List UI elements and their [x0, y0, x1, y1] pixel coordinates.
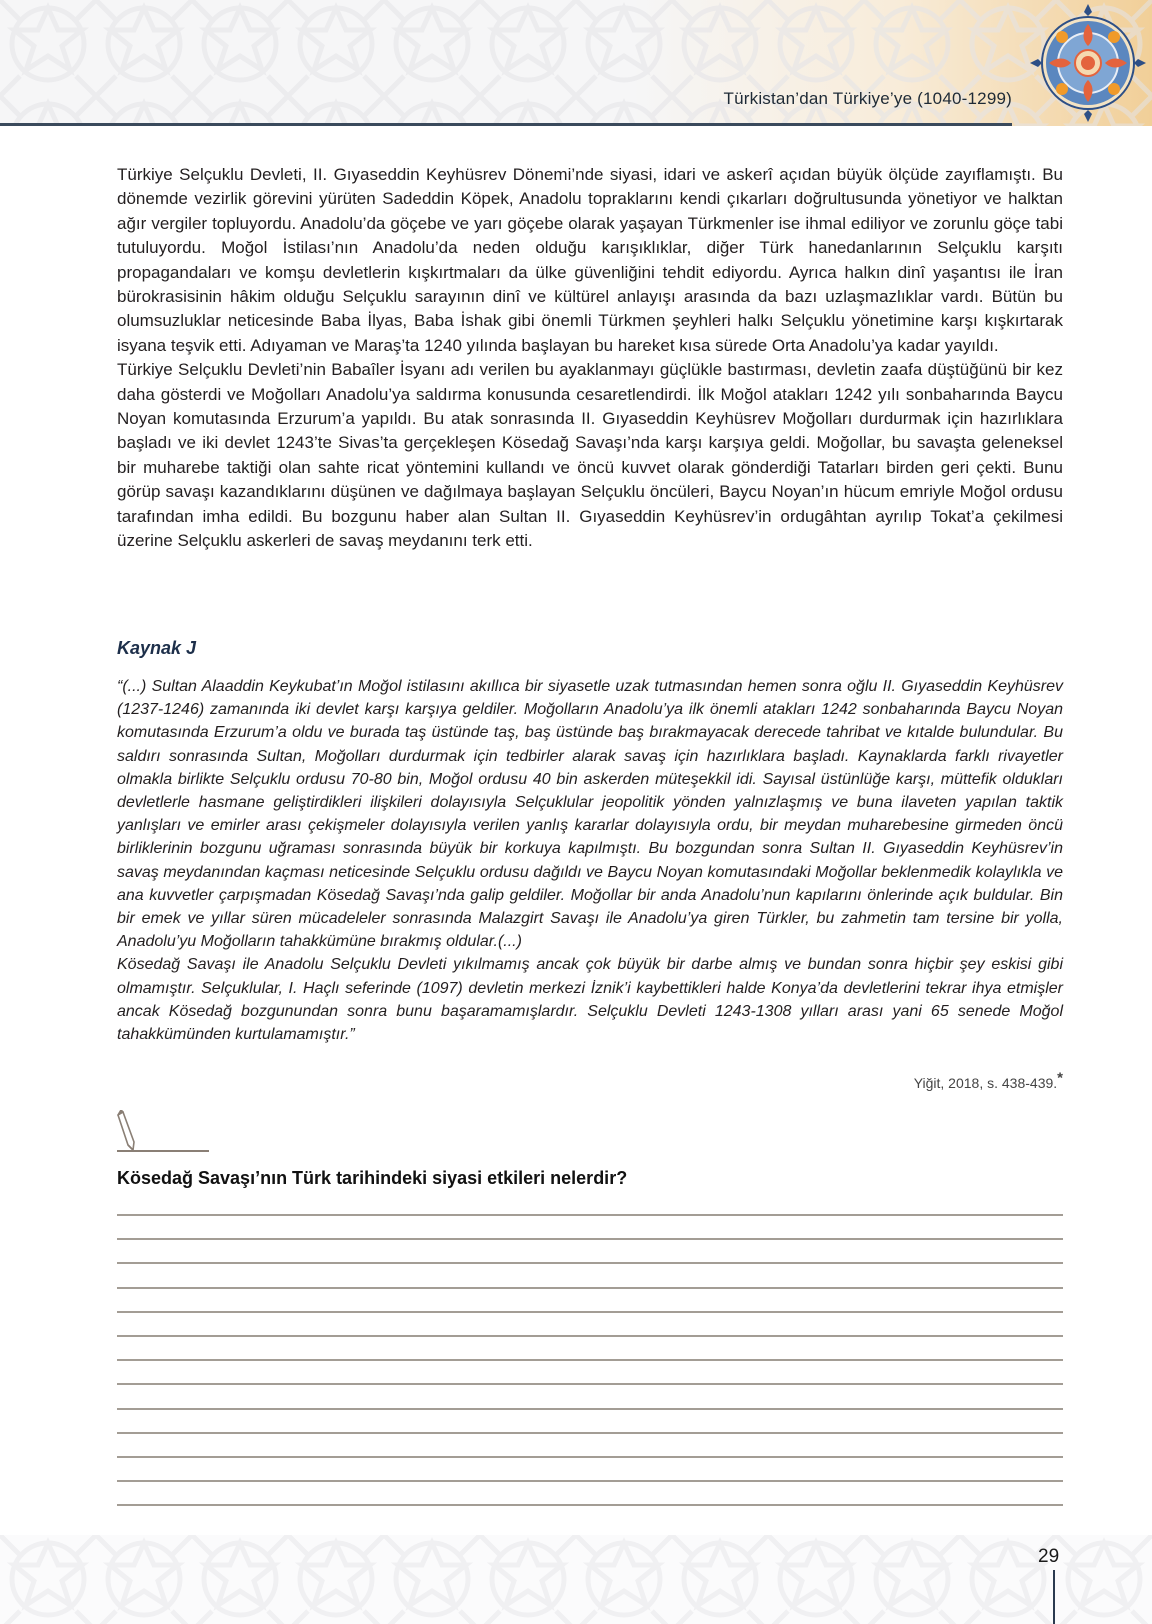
page-footer [0, 1535, 1152, 1624]
quote-paragraph: “(...) Sultan Alaaddin Keykubat’ın Moğol istilasını akıllıca bir siyasetle uzak tutmasından hemen sonra oğlu II. Gıyaseddin Keyhüsrev (1237-1246) zamanında iki devlet karşı karşıya geldiler. Moğolların Anadolu’ya ilk önemli atakları 1242 sonbaharında Baycu Noyan komutasında Erzurum’a oldu ve burada taş üstünde taş, baş üstünde baş bırakmayacak derecede tahribat ve kıtalde bulundular. Bu saldırı sonrasında Sultan, Moğolları durdurmak için tedbirler alarak savaş için hazırlıklara başladı. Kaynaklarda farklı rivayetler olmakla birlikte Selçuklu ordusu 70-80 bin, Moğol ordusu 40 bin askerden müteşekkil idi. Sayısal üstünlüğe karşı, müttefik oldukları devletlerle hasmane geliştirdikleri ilişkileri dolayısıyla Selçuklular jeopolitik yönden yalnızlaşmış ve buna ilaveten yapılan taktik yanlışları ve emirler arası çekişmeler dolayısıyla verilen yanlış kararlar dolayısıyla ordu, bir meydan muharebesine girmeden öncü birliklerinin bozgunu uğraması sonrasında büyük bir korkuya kapılmıştı. Bu bozgundan sonra Sultan II. Gıyaseddin Keyhüsrev’in savaş meydanından kaçması neticesinde Selçuklu ordusu dağıldı ve Baycu Noyan komutasındaki Moğollar beklenmedik kolaylıkla ve ana kuvvetler çarpışmadan Kösedağ Savaşı’nda galip geldiler. Moğollar bir anda Anadolu’nun kapılarını önlerinde açık buldular. Bin bir emek ve yıllar süren mücadeleler sonrasında Malazgirt Savaşı ile Anadolu’ya giren Türkler, bu zahmetin tam tersine bir yolla, Anadolu’yu Moğolların tahakkümüne bırakmış oldular.(...) [117, 678, 1063, 951]
page-number: 29 [1038, 1546, 1060, 1567]
source-title: Kaynak J [117, 638, 197, 658]
citation-mark: * [1057, 1069, 1063, 1087]
activity-question: Kösedağ Savaşı’nın Türk tarihindeki siyasi etkileri nelerdir? [117, 1168, 628, 1188]
source-quote [117, 675, 1063, 1046]
page-header [0, 0, 1152, 126]
answer-line[interactable] [117, 1410, 1063, 1434]
main-text [117, 163, 1063, 554]
answer-line[interactable] [117, 1289, 1063, 1313]
citation-text: Yiğit, 2018, s. 438-439. [913, 1075, 1058, 1091]
answer-line[interactable] [117, 1337, 1063, 1361]
answer-line[interactable] [117, 1458, 1063, 1482]
answer-line[interactable] [117, 1264, 1063, 1288]
answer-area[interactable] [117, 1214, 1063, 1506]
book-title: Türkistan’dan Türkiye’ye (1040-1299) [723, 89, 1012, 108]
quote-paragraph: Kösedağ Savaşı ile Anadolu Selçuklu Devleti yıkılmamış ancak çok büyük bir darbe almış ve bundan sonra hiçbir şey eskisi gibi olmamıştır. Selçuklular, I. Haçlı seferinde (1097) devletin merkezi İznik’i kaybettikleri halde Konya’da devletlerini tekrar ihya etmişler ancak Kösedağ bozgunundan sonra bunu başaramamışlardır. Selçuklu Devleti 1243-1308 yılları arası yani 65 senede Moğol tahakkümünden kurtulamamıştır.” [117, 956, 1063, 1044]
answer-line[interactable] [117, 1482, 1063, 1506]
activity-divider [117, 1150, 209, 1152]
header-divider [0, 123, 1012, 126]
medallion-ornament-icon [1028, 2, 1148, 124]
geometric-pattern-decoration [0, 1535, 1152, 1624]
answer-line[interactable] [117, 1216, 1063, 1240]
answer-line[interactable] [117, 1240, 1063, 1264]
answer-line[interactable] [117, 1434, 1063, 1458]
answer-line[interactable] [117, 1313, 1063, 1337]
answer-line[interactable] [117, 1361, 1063, 1385]
body-paragraph: Türkiye Selçuklu Devleti, II. Gıyaseddin Keyhüsrev Dönemi’nde siyasi, idari ve askerî açıdan büyük ölçüde zayıflamıştı. Bu dönemde vezirlik görevini yürüten Sadeddin Köpek, Anadolu topraklarını kendi çıkarları doğrultusunda yönetiyor ve halktan ağır vergiler topluyordu. Anadolu’da göçebe ve yarı göçebe olarak yaşayan Türkmenler ise ihmal ediliyor ve zorunlu göçe tabi tutuluyordu. Moğol İstilası’nın Anadolu’da neden olduğu karışıklıklar, diğer Türk hanedanlarının Selçuklu karşıtı propagandaları ve komşu devletlerin kışkırtmaları da ülke güvenliğini tehdit ediyordu. Ayrıca halkın dinî yaşantısı ile İran bürokrasisinin hâkim olduğu Selçuklu sarayının dinî ve kültürel anlayışı arasında da bazı uzlaşmazlıklar vardı. Bütün bu olumsuzluklar neticesinde Baba İlyas, Baba İshak gibi önemli Türkmen şeyhleri halkı Selçuklu yönetimine karşı kışkırtarak isyana teşvik etti. Adıyaman ve Maraş’ta 1240 yılında başlayan bu hareket kısa sürede Orta Anadolu’ya kadar yayıldı. [117, 165, 1063, 355]
page-number-marker [1053, 1570, 1055, 1624]
body-paragraph: Türkiye Selçuklu Devleti’nin Babaîler İsyanı adı verilen bu ayaklanmayı güçlükle bastırması, devletin zaafa düştüğünü bir kez daha gösterdi ve Moğolları Anadolu’ya saldırma konusunda cesaretlendirdi. İlk Moğol atakları 1242 yılı sonbaharında Baycu Noyan komutasında Erzurum’a yapıldı. Bu atak sonrasında II. Gıyaseddin Keyhüsrev Moğolları durdurmak için hazırlıklara başladı ve iki devlet 1243’te Sivas’ta gerçekleşen Kösedağ Savaşı’nda karşı karşıya geldi. Moğollar, bu savaşta geleneksel bir muharebe taktiği olan sahte ricat yöntemini kullandı ve öncü kuvvet olarak gönderdiği Tatarları birden geri çekti. Bunu görüp savaşı kazandıklarını düşünen ve dağılmaya başlayan Selçuklu öncüleri, Baycu Noyan’ın hücum emriyle Moğol ordusu tarafından imha edildi. Bu bozgunu haber alan Sultan II. Gıyaseddin Keyhüsrev’in ordugâhtan ayrılıp Tokat’a çekilmesi üzerine Selçuklu askerleri de savaş meydanını terk etti. [117, 360, 1063, 551]
pencil-icon [117, 1110, 217, 1152]
answer-line[interactable] [117, 1385, 1063, 1409]
source-citation [913, 1069, 1063, 1091]
